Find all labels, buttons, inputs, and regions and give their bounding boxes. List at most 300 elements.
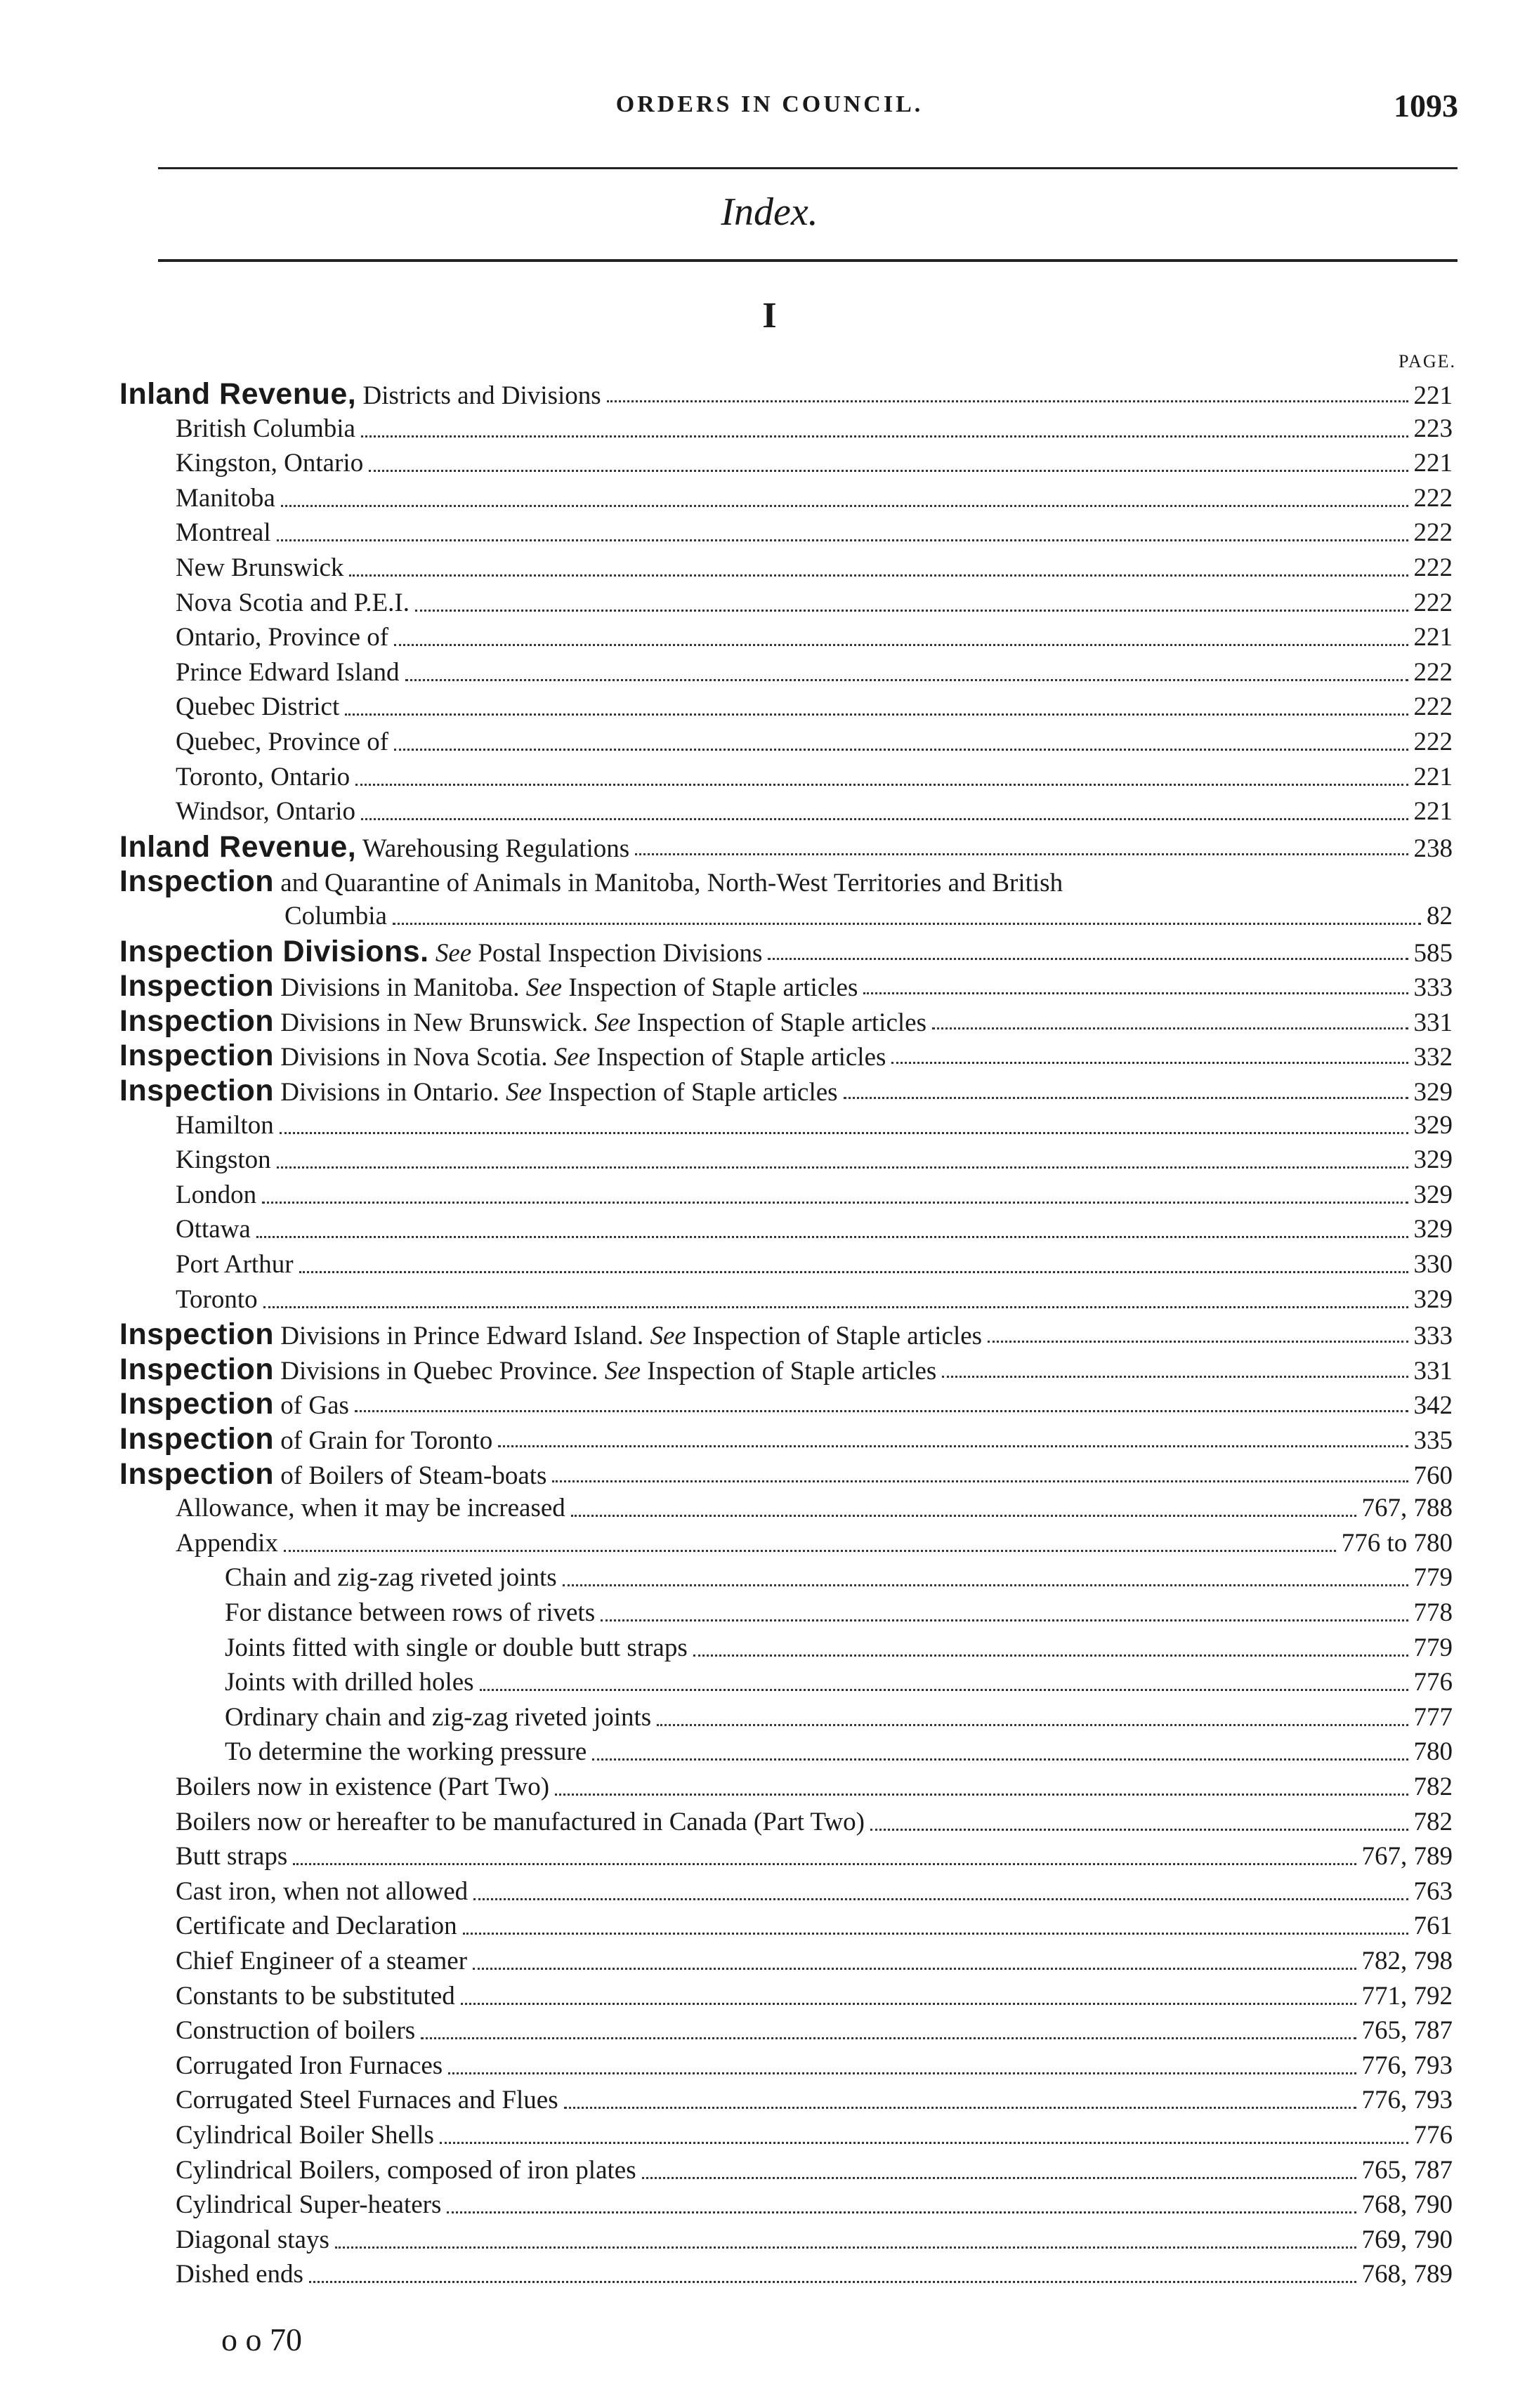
top-rule <box>158 167 1458 169</box>
entry-description: Kingston <box>176 1145 271 1174</box>
dot-leader <box>355 1410 1408 1412</box>
index-entry-sub <box>176 585 1453 621</box>
dot-leader <box>635 853 1408 855</box>
dot-leader <box>263 1306 1408 1308</box>
entry-text <box>225 1734 587 1770</box>
entry-page-ref: 333 <box>1413 973 1453 1002</box>
dot-leader <box>440 2142 1408 2144</box>
entry-text <box>176 1107 274 1144</box>
entry-description: British Columbia <box>176 414 355 443</box>
entry-heading: Inspection <box>119 1457 275 1491</box>
index-title: Index. <box>721 190 818 234</box>
entry-description: Corrugated Iron Furnaces <box>176 2051 443 2080</box>
entry-text <box>176 1908 457 1945</box>
see-reference-label: See <box>554 1043 591 1072</box>
entry-page-ref: 330 <box>1413 1250 1453 1279</box>
section-letter: I <box>762 296 777 336</box>
index-entry-sub <box>176 1107 1453 1144</box>
dot-leader <box>349 574 1408 577</box>
entry-description: Constants to be substituted <box>176 1982 455 2011</box>
entry-heading: Inspection <box>119 1317 275 1351</box>
index-entry-sub <box>176 1211 1453 1248</box>
entry-description: Diagonal stays <box>176 2225 329 2254</box>
dot-leader <box>571 1515 1356 1517</box>
page-number: 1093 <box>1394 88 1458 124</box>
entry-text <box>119 933 762 970</box>
dot-leader <box>473 1898 1408 1900</box>
index-entry-sub <box>176 1908 1453 1945</box>
entry-page-ref: 329 <box>1413 1285 1453 1314</box>
index-entry-sub <box>225 1595 1453 1631</box>
entry-page-ref: 779 <box>1413 1633 1453 1662</box>
dot-leader <box>309 2281 1356 2283</box>
entry-text <box>176 1525 278 1562</box>
entry-text <box>176 2013 415 2049</box>
dot-leader <box>361 818 1408 820</box>
entry-description: Divisions in Manitoba. <box>274 973 526 1002</box>
entry-text <box>176 1804 865 1841</box>
entry-text <box>176 1874 468 1910</box>
index-entry-sub <box>176 794 1453 830</box>
entry-text <box>176 724 388 761</box>
entry-description: Joints fitted with single or double butt straps <box>225 1633 688 1662</box>
dot-leader <box>563 1584 1408 1586</box>
dot-leader <box>277 1166 1408 1169</box>
dot-leader <box>564 2107 1356 2109</box>
entry-text <box>176 480 275 517</box>
dot-leader <box>768 958 1408 960</box>
entry-description: Quebec, Province of <box>176 728 389 756</box>
entry-description: Divisions in Prince Edward Island. <box>274 1322 650 1350</box>
entry-text <box>176 2222 329 2258</box>
entry-description: Allowance, when it may be increased <box>176 1494 565 1522</box>
entry-text <box>176 2048 443 2084</box>
entry-text <box>176 1943 467 1980</box>
index-entry-sub <box>225 1630 1453 1666</box>
entry-page-ref: 222 <box>1413 588 1453 617</box>
entry-heading: Inspection <box>119 969 275 1003</box>
dot-leader <box>461 2003 1356 2005</box>
index-entry-sub <box>284 898 1453 935</box>
entry-text <box>119 1386 349 1422</box>
entry-page-ref: 329 <box>1413 1215 1453 1244</box>
dot-leader <box>942 1376 1408 1378</box>
entry-heading: Inland Revenue, <box>119 377 357 411</box>
dot-leader <box>256 1236 1408 1238</box>
dot-leader <box>988 1341 1408 1343</box>
see-reference-label: See <box>525 973 563 1002</box>
page-column-label: PAGE. <box>1398 351 1456 371</box>
dot-leader <box>394 644 1408 646</box>
entry-text <box>176 1142 271 1178</box>
entry-page-ref: 765, 787 <box>1361 2156 1453 2185</box>
index-entry-sub <box>176 2222 1453 2258</box>
entry-text <box>225 1595 595 1631</box>
entry-text <box>176 1769 549 1805</box>
index-entry-sub <box>176 550 1453 586</box>
entry-page-ref: 223 <box>1413 414 1453 443</box>
index-entry-main <box>119 933 1453 970</box>
index-entry-sub <box>176 2082 1453 2119</box>
entry-text <box>176 445 363 482</box>
dot-leader <box>281 505 1408 507</box>
entry-description: Nova Scotia and P.E.I. <box>176 588 410 617</box>
dot-leader <box>284 1550 1336 1552</box>
index-entry-sub <box>176 1490 1453 1527</box>
dot-leader <box>405 679 1408 681</box>
entry-description: Windsor, Ontario <box>176 797 355 826</box>
entry-page-ref: 222 <box>1413 484 1453 513</box>
entry-description: Joints with drilled holes <box>225 1668 474 1697</box>
entry-page-ref: 221 <box>1413 449 1453 478</box>
see-reference-target: Inspection of Staple articles <box>542 1078 838 1107</box>
entry-text <box>176 1177 256 1213</box>
entry-page-ref: 331 <box>1413 1008 1453 1037</box>
dot-leader <box>552 1480 1408 1482</box>
dot-leader <box>555 1794 1408 1796</box>
index-entry-sub <box>176 1978 1453 2015</box>
entry-page-ref: 776, 793 <box>1361 2086 1453 2114</box>
entry-description: Ordinary chain and zig-zag riveted joints <box>225 1703 652 1732</box>
dot-leader <box>421 2037 1356 2039</box>
entry-description: Divisions in New Brunswick. <box>274 1008 595 1037</box>
entry-page-ref: 767, 788 <box>1361 1494 1453 1522</box>
entry-page-ref: 768, 790 <box>1361 2190 1453 2219</box>
see-reference-target: Inspection of Staple articles <box>630 1008 926 1037</box>
index-entry-sub <box>176 1943 1453 1980</box>
entry-text <box>119 1072 838 1109</box>
entry-description: Toronto, Ontario <box>176 763 351 791</box>
dot-leader <box>592 1758 1408 1761</box>
entry-page-ref: 777 <box>1413 1703 1453 1732</box>
entry-page-ref: 221 <box>1413 763 1453 791</box>
dot-leader <box>463 1933 1408 1935</box>
entry-description: Warehousing Regulations <box>356 834 630 863</box>
entry-heading: Inspection <box>119 864 275 898</box>
title-rule <box>158 259 1458 262</box>
dot-leader <box>891 1062 1408 1064</box>
dot-leader <box>447 2211 1356 2213</box>
entry-text <box>119 1351 936 1388</box>
index-entry-sub <box>225 1699 1453 1736</box>
entry-description: To determine the working pressure <box>225 1737 587 1766</box>
entry-heading: Inspection <box>119 1422 275 1456</box>
entry-page-ref: 335 <box>1413 1426 1453 1455</box>
entry-description: of Boilers of Steam-boats <box>274 1461 547 1490</box>
entry-text <box>119 1421 492 1457</box>
entry-page-ref: 780 <box>1413 1737 1453 1766</box>
entry-text <box>176 2187 441 2223</box>
index-entry-main <box>119 968 1453 1004</box>
entry-page-ref: 776 <box>1413 1668 1453 1697</box>
entry-description: For distance between rows of rivets <box>225 1598 596 1627</box>
entry-page-ref: 776 to 780 <box>1341 1529 1453 1558</box>
see-reference-label: See <box>604 1357 641 1386</box>
entry-page-ref: 782 <box>1413 1772 1453 1801</box>
index-entry-main <box>119 1456 1453 1492</box>
entry-text <box>176 1282 258 1318</box>
entry-page-ref: 329 <box>1413 1180 1453 1209</box>
entry-text <box>176 1838 287 1875</box>
index-entry-sub <box>176 1282 1453 1318</box>
index-entry-sub <box>176 1838 1453 1875</box>
entry-description: Boilers now in existence (Part Two) <box>176 1772 550 1801</box>
entry-text <box>119 376 601 412</box>
entry-text <box>119 1037 886 1074</box>
entry-description: Boilers now or hereafter to be manufactured in Canada (Part Two) <box>176 1808 865 1836</box>
entry-description: Corrugated Steel Furnaces and Flues <box>176 2086 558 2114</box>
entry-page-ref: 782 <box>1413 1808 1453 1836</box>
entry-description: Cylindrical Super-heaters <box>176 2190 442 2219</box>
entry-page-ref: 222 <box>1413 658 1453 687</box>
entry-page-ref: 329 <box>1413 1111 1453 1140</box>
entry-description: of Grain for Toronto <box>274 1426 493 1455</box>
entry-description: Montreal <box>176 518 271 547</box>
dot-leader <box>844 1097 1408 1099</box>
dot-leader <box>335 2246 1356 2249</box>
entry-page-ref: 222 <box>1413 692 1453 721</box>
entry-description: Certificate and Declaration <box>176 1912 457 1940</box>
entry-page-ref: 342 <box>1413 1391 1453 1420</box>
entry-text <box>176 1978 455 2015</box>
entry-text <box>176 619 388 656</box>
entry-page-ref: 761 <box>1413 1912 1453 1940</box>
see-reference-target: Postal Inspection Divisions <box>471 939 763 968</box>
entry-description: Divisions in Ontario. <box>274 1078 506 1107</box>
entry-heading: Inspection <box>119 1353 275 1386</box>
index-entry-sub <box>176 2152 1453 2189</box>
index-entry-sub <box>176 1769 1453 1805</box>
index-entry-main <box>119 376 1453 412</box>
entry-description <box>429 939 435 968</box>
dot-leader <box>863 992 1408 994</box>
entry-heading: Inspection <box>119 1074 275 1107</box>
entry-description: Quebec District <box>176 692 340 721</box>
see-reference-target: Inspection of Staple articles <box>641 1357 937 1386</box>
index-entry-sub <box>176 480 1453 517</box>
entry-text <box>119 968 858 1004</box>
dot-leader <box>361 435 1408 437</box>
entry-description: Divisions in Quebec Province. <box>274 1357 605 1386</box>
entry-description: Construction of boilers <box>176 2016 416 2045</box>
entry-text <box>176 654 400 691</box>
index-entry-main <box>119 1037 1453 1074</box>
see-reference-target: Inspection of Staple articles <box>562 973 858 1002</box>
index-entry-sub <box>225 1560 1453 1596</box>
entry-page-ref: 585 <box>1413 939 1453 968</box>
entry-heading: Inspection <box>119 1039 275 1072</box>
entry-text <box>119 863 1063 900</box>
see-reference-label: See <box>594 1008 631 1037</box>
entry-page-ref: 333 <box>1413 1322 1453 1350</box>
entry-page-ref: 763 <box>1413 1877 1453 1906</box>
entry-page-ref: 778 <box>1413 1598 1453 1627</box>
dot-leader <box>415 610 1408 612</box>
entry-description: Cylindrical Boiler Shells <box>176 2121 434 2150</box>
entry-page-ref: 332 <box>1413 1043 1453 1072</box>
dot-leader <box>480 1689 1408 1691</box>
dot-leader <box>277 539 1408 541</box>
entry-page-ref: 771, 792 <box>1361 1982 1453 2011</box>
index-entry-sub <box>176 759 1453 796</box>
entry-description: Ontario, Province of <box>176 623 389 652</box>
dot-leader <box>393 923 1421 925</box>
entry-text <box>176 550 343 586</box>
entry-text <box>176 585 410 621</box>
running-head <box>0 88 1539 133</box>
dot-leader <box>280 1132 1408 1134</box>
entry-page-ref: 221 <box>1413 623 1453 652</box>
entry-text <box>176 411 355 447</box>
entry-page-ref: 779 <box>1413 1563 1453 1592</box>
index-entry-sub <box>176 515 1453 551</box>
dot-leader <box>369 470 1408 472</box>
dot-leader <box>345 713 1408 716</box>
dot-leader <box>293 1863 1356 1865</box>
index-entry-sub <box>176 654 1453 691</box>
index-entry-sub <box>176 689 1453 725</box>
dot-leader <box>299 1271 1408 1273</box>
dot-leader <box>601 1619 1408 1621</box>
entry-page-ref: 776, 793 <box>1361 2051 1453 2080</box>
entry-description: Toronto <box>176 1285 258 1314</box>
index-entry-sub <box>176 1177 1453 1213</box>
entry-page-ref: 221 <box>1413 797 1453 826</box>
entry-text <box>176 1211 251 1248</box>
index-entry-sub <box>225 1664 1453 1701</box>
entry-description: Divisions in Nova Scotia. <box>274 1043 554 1072</box>
index-entry-sub <box>176 411 1453 447</box>
index-entry-sub <box>225 1734 1453 1770</box>
see-reference-label: See <box>505 1078 542 1107</box>
entry-text <box>225 1560 557 1596</box>
index-entry-sub <box>176 1525 1453 1562</box>
entry-page-ref: 222 <box>1413 518 1453 547</box>
entry-page-ref: 329 <box>1413 1145 1453 1174</box>
entry-page-ref: 221 <box>1413 381 1453 410</box>
entry-page-ref: 331 <box>1413 1357 1453 1386</box>
dot-leader <box>355 784 1408 786</box>
index-entry-sub <box>176 2256 1453 2293</box>
entry-page-ref: 222 <box>1413 553 1453 582</box>
index-entry-main <box>119 1421 1453 1457</box>
index-entry-sub <box>176 2187 1453 2223</box>
entry-page-ref: 765, 787 <box>1361 2016 1453 2045</box>
index-entry-main <box>119 1316 1453 1353</box>
entry-page-ref: 776 <box>1413 2121 1453 2150</box>
entry-page-ref: 769, 790 <box>1361 2225 1453 2254</box>
running-title: ORDERS IN COUNCIL. <box>615 91 924 117</box>
entry-description: Hamilton <box>176 1111 274 1140</box>
dot-leader <box>498 1445 1408 1447</box>
entry-description: and Quarantine of Animals in Manitoba, North-West Territories and British <box>274 869 1063 897</box>
entry-page-ref: 329 <box>1413 1078 1453 1107</box>
entry-text <box>176 2152 636 2189</box>
index-entry-main <box>119 1072 1453 1109</box>
entry-heading: Inspection <box>119 1387 275 1421</box>
index-entry-main <box>119 1386 1453 1422</box>
entry-description: Appendix <box>176 1529 278 1558</box>
entry-description: Prince Edward Island <box>176 658 400 687</box>
index-entry-sub <box>176 2117 1453 2154</box>
dot-leader <box>473 1968 1356 1970</box>
entry-description: Kingston, Ontario <box>176 449 364 478</box>
dot-leader <box>642 2177 1356 2179</box>
dot-leader <box>870 1829 1408 1831</box>
index-entry-sub <box>176 2048 1453 2084</box>
entry-text <box>176 1246 294 1283</box>
entry-description: Chief Engineer of a steamer <box>176 1947 468 1975</box>
entry-heading: Inspection Divisions. <box>119 935 429 968</box>
see-reference-target: Inspection of Staple articles <box>686 1322 983 1350</box>
index-entry-sub <box>176 1804 1453 1841</box>
entry-text <box>176 2256 303 2293</box>
entry-description: New Brunswick <box>176 553 344 582</box>
entry-page-ref: 760 <box>1413 1461 1453 1490</box>
index-entry-main <box>119 863 1453 900</box>
dot-leader <box>693 1654 1408 1657</box>
index-entry-main <box>119 1351 1453 1388</box>
entry-text <box>284 898 387 935</box>
dot-leader <box>932 1027 1408 1029</box>
entry-page-ref: 222 <box>1413 728 1453 756</box>
see-reference-label: See <box>650 1322 686 1350</box>
entry-description: Butt straps <box>176 1842 288 1871</box>
entry-text <box>176 2117 434 2154</box>
entry-text <box>176 794 355 830</box>
dot-leader <box>262 1202 1408 1204</box>
entry-text <box>176 2082 558 2119</box>
signature-mark: o o 70 <box>221 2322 302 2357</box>
entry-text <box>119 1456 546 1492</box>
entry-description: Port Arthur <box>176 1250 294 1279</box>
entry-description: Manitoba <box>176 484 275 513</box>
entry-text <box>119 1003 926 1039</box>
entry-text <box>119 1316 982 1353</box>
dot-leader <box>394 749 1408 751</box>
entry-description: Ottawa <box>176 1215 251 1244</box>
see-reference-target: Inspection of Staple articles <box>590 1043 886 1072</box>
entry-page-ref: 782, 798 <box>1361 1947 1453 1975</box>
entry-text <box>225 1664 474 1701</box>
entry-page-ref: 238 <box>1413 834 1453 863</box>
entry-text <box>225 1699 651 1736</box>
entry-text <box>176 515 271 551</box>
entry-page-ref: 767, 789 <box>1361 1842 1453 1871</box>
entry-description: London <box>176 1180 257 1209</box>
entry-page-ref: 768, 789 <box>1361 2260 1453 2289</box>
entry-text <box>225 1630 688 1666</box>
index-entry-sub <box>176 2013 1453 2049</box>
index-entry-main <box>119 1003 1453 1039</box>
entry-text <box>176 1490 565 1527</box>
entry-text <box>176 689 339 725</box>
entry-description: Districts and Divisions <box>356 381 601 410</box>
see-reference-label: See <box>435 939 472 968</box>
entry-description: Cast iron, when not allowed <box>176 1877 469 1906</box>
dot-leader <box>448 2072 1356 2074</box>
index-entry-sub <box>176 445 1453 482</box>
index-entry-sub <box>176 1874 1453 1910</box>
entry-description: of Gas <box>274 1391 349 1420</box>
entry-text <box>176 759 350 796</box>
entry-description: Cylindrical Boilers, composed of iron plates <box>176 2156 636 2185</box>
entry-heading: Inland Revenue, <box>119 830 357 864</box>
entry-description: Chain and zig-zag riveted joints <box>225 1563 557 1592</box>
entry-page-ref: 82 <box>1427 902 1453 930</box>
entry-description: Columbia <box>284 902 387 930</box>
index-entry-sub <box>176 1142 1453 1178</box>
